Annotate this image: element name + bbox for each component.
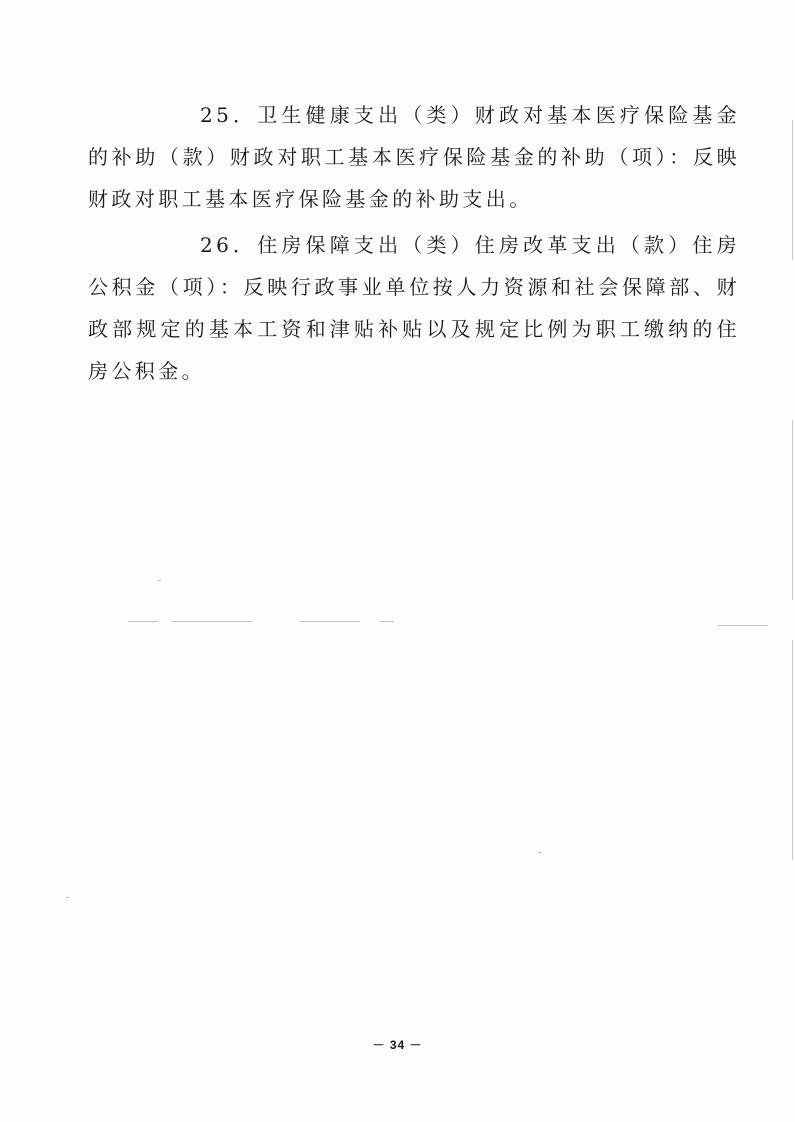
scan-edge-line [792, 120, 793, 260]
scan-edge-line [792, 640, 793, 860]
scan-edge-line [792, 420, 793, 600]
scan-speck [66, 897, 69, 898]
scan-artifact-line [172, 621, 252, 622]
scan-speck [538, 852, 541, 853]
page-number: － 34 － [372, 1038, 423, 1052]
scan-speck [158, 580, 161, 581]
paragraph-25: 25．卫生健康支出（类）财政对基本医疗保险基金的补助（款）财政对职工基本医疗保险基金的补助（项）：反映财政对职工基本医疗保险基金的补助支出。 [88, 103, 740, 211]
scan-artifact-line [300, 621, 360, 622]
scan-artifact-line [380, 621, 394, 622]
scan-artifact-line [128, 621, 158, 622]
scan-artifact-line [718, 625, 768, 626]
paragraph-26: 26．住房保障支出（类）住房改革支出（款）住房公积金（项）：反映行政事业单位按人力资源和社会保障部、财政部规定的基本工资和津贴补贴以及规定比例为职工缴纳的住房公积金。 [88, 233, 740, 383]
